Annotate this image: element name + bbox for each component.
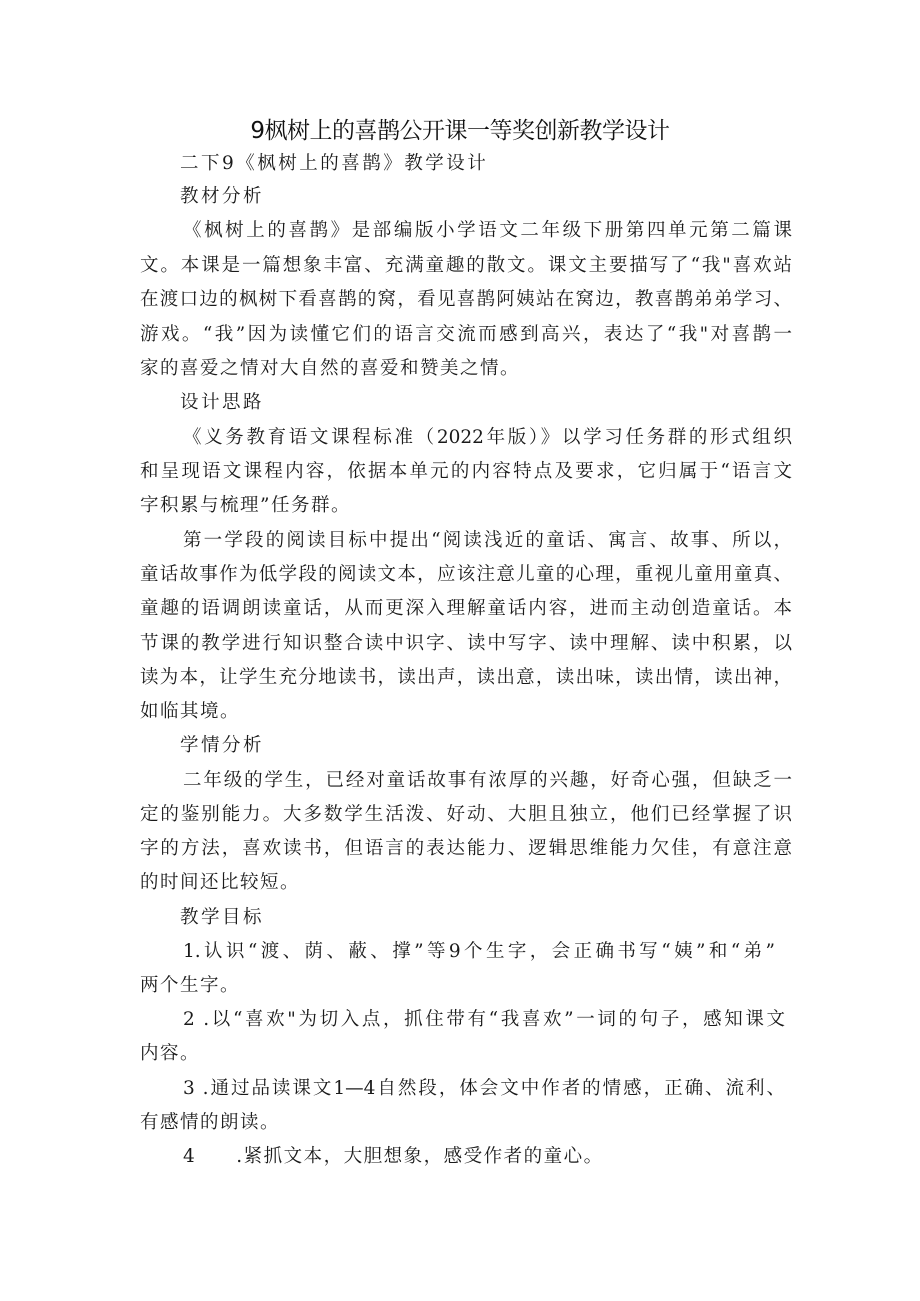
design-p2-line-4: 节课的教学进行知识整合读中识字、读中写字、读中理解、读中积累，以	[140, 633, 792, 654]
material-line-2: 文。本课是一篇想象丰富、充满童趣的散文。课文主要描写了“我"喜欢站	[140, 255, 792, 276]
goal-2-line-1: 2 .以“喜欢"为切入点，抓住带有“我喜欢”一词的句子，感知课文	[183, 1009, 785, 1030]
material-line-3: 在渡口边的枫树下看喜鹊的窝，看见喜鹊阿姨站在窝边，教喜鹊弟弟学习、	[140, 289, 792, 310]
goal-2-line-2: 内容。	[140, 1043, 201, 1064]
material-line-1: 《枫树上的喜鹊》是部编版小学语文二年级下册第四单元第二篇课	[183, 220, 792, 241]
students-line-3: 字的方法，喜欢读书，但语言的表达能力、逻辑思维能力欠佳，有意注意	[140, 838, 792, 859]
design-p2-line-5: 读为本，让学生充分地读书，读出声，读出意，读出味，读出情，读出神，	[140, 667, 792, 688]
students-line-1: 二年级的学生，已经对童话故事有浓厚的兴趣，好奇心强，但缺乏一	[183, 770, 792, 791]
goal-3-line-2: 有感情的朗读。	[140, 1112, 281, 1133]
goal-4-line-1: 4 .紧抓文本，大胆想象，感受作者的童心。	[183, 1146, 604, 1167]
design-p2-line-1: 第一学段的阅读目标中提出“阅读浅近的童话、寓言、故事、所以，	[183, 530, 792, 551]
document-title: 9枫树上的喜鹊公开课一等奖创新教学设计	[250, 118, 670, 144]
students-line-4: 的时间还比较短。	[140, 872, 301, 893]
section-heading-students: 学情分析	[180, 735, 265, 756]
students-line-2: 定的鉴别能力。大多数学生活泼、好动、大胆且独立，他们已经掌握了识	[140, 804, 792, 825]
design-p2-line-3: 童趣的语调朗读童话，从而更深入理解童话内容，进而主动创造童话。本	[140, 598, 792, 619]
goal-1-line-1: 1.认识“渡、荫、蔽、撑”等9个生字，会正确书写“姨”和“弟”	[183, 941, 775, 962]
design-p1-line-1: 《义务教育语文课程标准（2022年版）》以学习任务群的形式组织	[183, 427, 792, 448]
design-p1-line-3: 字积累与梳理”任务群。	[140, 495, 351, 516]
section-heading-goals: 教学目标	[180, 907, 265, 928]
section-heading-material: 教材分析	[180, 186, 265, 207]
section-heading-design: 设计思路	[180, 392, 265, 413]
material-line-4: 游戏。“我”因为读懂它们的语言交流而感到高兴，表达了“我"对喜鹊一	[140, 324, 792, 345]
material-line-5: 家的喜爱之情对大自然的喜爱和赞美之情。	[140, 358, 521, 379]
design-p2-line-6: 如临其境。	[140, 701, 241, 722]
design-p1-line-2: 和呈现语文课程内容，依据本单元的内容特点及要求，它归属于“语言文	[140, 461, 792, 482]
document-subtitle: 二下9《枫树上的喜鹊》教学设计	[180, 153, 489, 174]
design-p2-line-2: 童话故事作为低学段的阅读文本，应该注意儿童的心理，重视儿童用童真、	[140, 564, 792, 585]
goal-3-line-1: 3 .通过品读课文1—4自然段，体会文中作者的情感，正确、流利、	[183, 1078, 785, 1099]
goal-1-line-2: 两个生字。	[140, 975, 241, 996]
